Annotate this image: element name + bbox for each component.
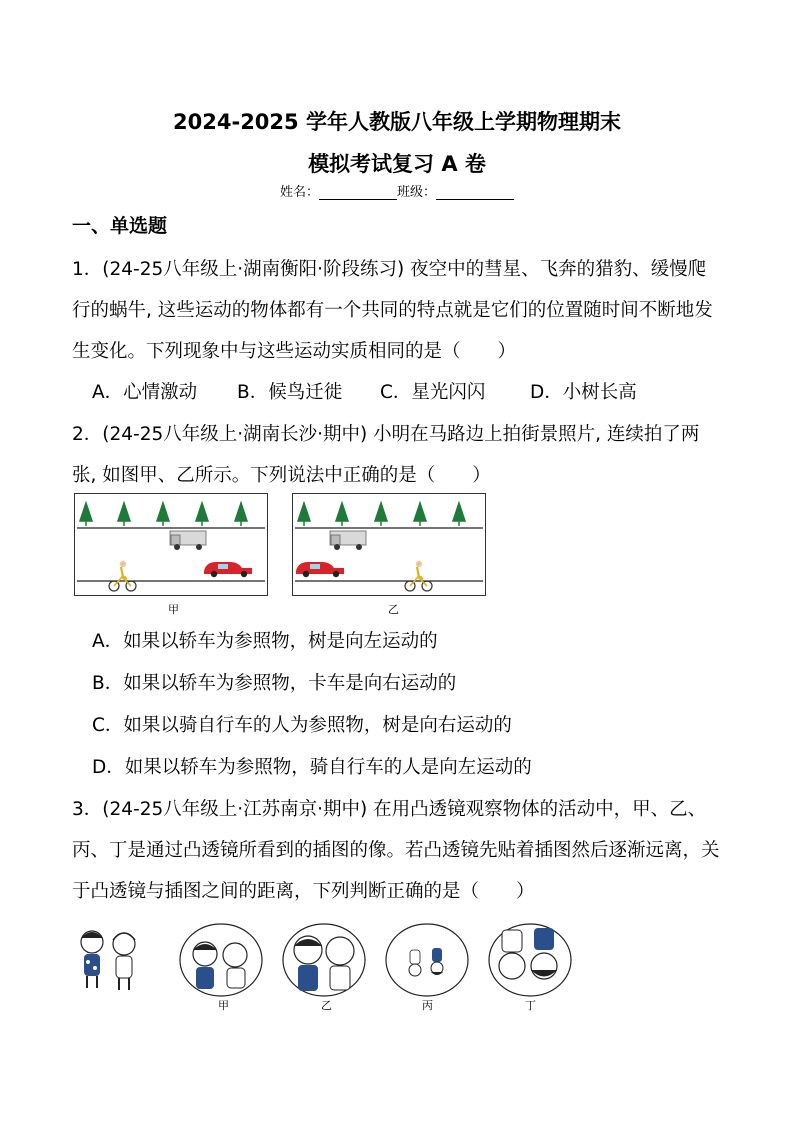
name-blank[interactable] xyxy=(319,185,397,200)
lens-caption-bing: 丙 xyxy=(422,999,433,1012)
q2-option-d[interactable]: D．如果以轿车为参照物，骑自行车的人是向左运动的 xyxy=(92,757,532,778)
lens-image-bing xyxy=(386,924,468,996)
q1-option-b[interactable]: B．候鸟迁徙 xyxy=(237,382,343,403)
lens-caption-ding: 丁 xyxy=(525,999,536,1012)
lens-image-ding xyxy=(489,924,571,996)
class-blank[interactable] xyxy=(436,185,514,200)
q3-line-1: 3．(24-25八年级上·江苏南京·期中) 在用凸透镜观察物体的活动中，甲、乙、 xyxy=(72,799,707,820)
lens-image-yi xyxy=(283,924,365,996)
name-class-line xyxy=(0,181,794,200)
street-figure-yi xyxy=(292,493,486,596)
name-label: 姓名： xyxy=(279,185,319,200)
q1-option-a[interactable]: A．心情激动 xyxy=(92,382,198,403)
page-title: 2024-2025 学年人教版八年级上学期物理期末 xyxy=(173,110,621,134)
lens-image-jia xyxy=(180,924,262,996)
q2-option-a[interactable]: A．如果以轿车为参照物，树是向左运动的 xyxy=(92,631,438,652)
lens-caption-jia: 甲 xyxy=(218,999,229,1012)
section-title: 一、单选题 xyxy=(72,215,168,237)
q3-line-3: 于凸透镜与插图之间的距离，下列判断正确的是（ ） xyxy=(72,881,535,902)
q2-line-2: 张, 如图甲、乙所示。下列说法中正确的是（ ） xyxy=(72,465,491,486)
q1-line-1: 1．(24-25八年级上·湖南衡阳·阶段练习) 夜空中的彗星、飞奔的猎豹、缓慢爬 xyxy=(72,259,707,280)
q1-option-c[interactable]: C．星光闪闪 xyxy=(380,382,486,403)
class-label: 班级： xyxy=(397,185,437,200)
q2-option-b[interactable]: B．如果以轿车为参照物，卡车是向右运动的 xyxy=(92,673,457,694)
lens-figure xyxy=(72,922,572,1002)
children-illustration xyxy=(81,931,135,990)
q1-line-2: 行的蜗牛, 这些运动的物体都有一个共同的特点就是它们的位置随时间不断地发 xyxy=(72,300,713,321)
figure-caption-yi: 乙 xyxy=(388,603,399,616)
q1-line-3: 生变化。下列现象中与这些运动实质相同的是（ ） xyxy=(72,341,517,362)
lens-caption-yi: 乙 xyxy=(321,999,332,1012)
q1-option-d[interactable]: D．小树长高 xyxy=(530,382,637,403)
q3-line-2: 丙、丁是通过凸透镜所看到的插图的像。若凸透镜先贴着插图然后逐渐远离，关 xyxy=(72,840,720,861)
figure-caption-jia: 甲 xyxy=(168,603,179,616)
q2-option-c[interactable]: C．如果以骑自行车的人为参照物，树是向右运动的 xyxy=(92,715,512,736)
street-figure-jia xyxy=(74,493,268,596)
q2-line-1: 2．(24-25八年级上·湖南长沙·期中) 小明在马路边上拍街景照片, 连续拍了两 xyxy=(72,424,700,445)
page-subtitle: 模拟考试复习 A 卷 xyxy=(308,152,486,176)
